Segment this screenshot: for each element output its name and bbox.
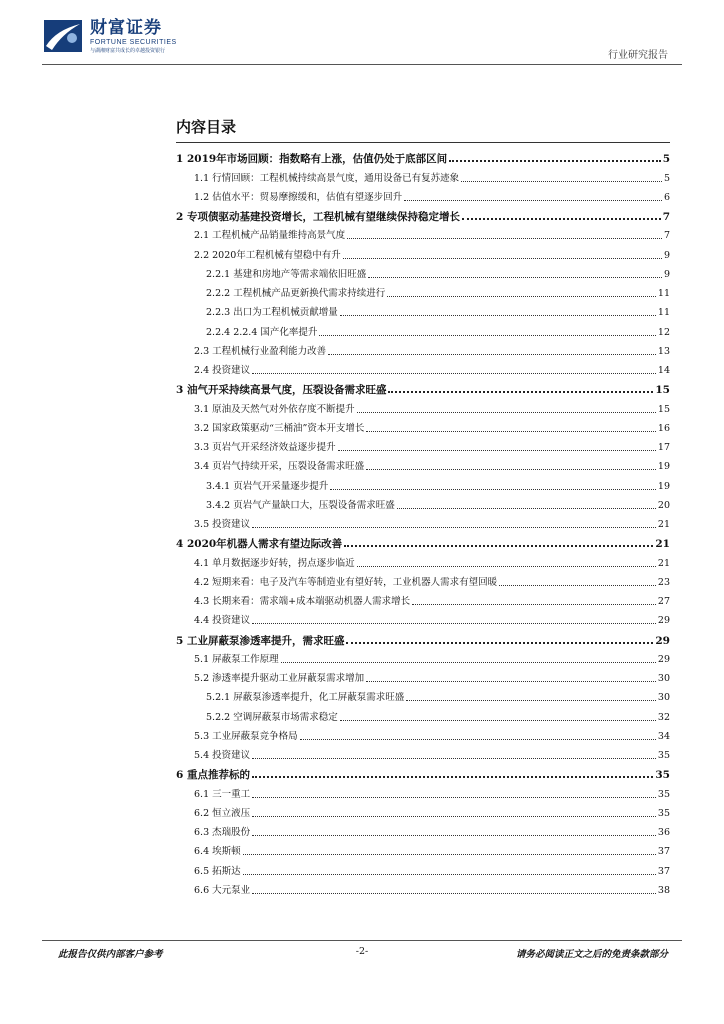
toc-dot-leader (366, 430, 656, 432)
toc-entry[interactable] (176, 858, 670, 877)
report-type: 行业研究报告 (608, 50, 668, 61)
toc-entry[interactable] (176, 608, 670, 627)
toc-entry-title: 1.1 行情回顾：工程机械持续高景气度，通用设备已有复苏迹象 (194, 172, 460, 184)
toc-entry-page: 35 (657, 750, 670, 761)
toc-entry[interactable] (176, 242, 670, 261)
toc-dot-leader (243, 873, 656, 875)
toc-title-divider (176, 142, 670, 143)
toc-entry-page: 14 (657, 365, 670, 376)
toc-entry[interactable] (176, 512, 670, 531)
toc-entry[interactable] (176, 435, 670, 454)
toc-entry[interactable] (176, 647, 670, 666)
toc-dot-leader (252, 834, 656, 836)
toc-dot-leader (328, 353, 656, 355)
toc-entry-title: 4.1 单月数据逐步好转，拐点逐步临近 (194, 557, 355, 569)
toc-entry[interactable] (176, 165, 670, 184)
toc-dot-leader (461, 180, 662, 182)
toc-entry-title: 6.5 拓斯达 (194, 865, 241, 877)
toc-entry-page: 30 (657, 673, 670, 684)
toc-entry[interactable] (176, 358, 670, 377)
toc-entry-title: 4.3 长期来看：需求端+成本端驱动机器人需求增长 (194, 596, 411, 607)
toc-dot-leader (346, 641, 653, 644)
toc-dot-leader (252, 796, 656, 798)
toc-dot-leader (252, 622, 656, 624)
toc-dot-leader (347, 237, 662, 239)
page-number: -2- (355, 946, 369, 957)
toc-entry[interactable] (176, 531, 670, 550)
toc-entry-page: 9 (663, 249, 670, 261)
toc-entry-title: 2 专项债驱动基建投资增长，工程机械有望继续保持稳定增长 (176, 211, 460, 223)
toc-entry-page: 19 (657, 480, 670, 492)
page-header (0, 0, 724, 70)
toc-entry-page: 38 (657, 884, 670, 896)
toc-entry[interactable] (176, 262, 670, 281)
toc-entry[interactable] (176, 666, 670, 685)
toc-entry-title: 4.4 投资建议 (194, 615, 251, 627)
toc-entry[interactable] (176, 627, 670, 646)
footer-disclaimer-right: 请务必阅读正文之后的免责条款部分 (515, 949, 668, 960)
toc-entry-title: 5.1 屏蔽泵工作原理 (194, 653, 279, 665)
toc-entry-page: 5 (662, 153, 670, 166)
toc-entry-title: 5.2 渗透率提升驱动工业屏蔽泵需求增加 (194, 673, 365, 684)
toc-entry-title: 3 油气开采持续高景气度，压裂设备需求旺盛 (176, 384, 387, 397)
toc-entry[interactable] (176, 801, 670, 820)
toc-entry-page: 21 (655, 538, 670, 551)
toc-entry[interactable] (176, 204, 670, 223)
toc-entry-page: 23 (657, 576, 670, 588)
toc-dot-leader (243, 853, 656, 855)
toc-entry-page: 37 (657, 846, 670, 858)
toc-entry-page: 19 (657, 461, 670, 473)
toc-dot-leader (387, 295, 656, 297)
toc-dot-leader (252, 372, 656, 374)
toc-dot-leader (499, 584, 656, 586)
toc-dot-leader (412, 603, 656, 605)
footer-disclaimer-left: 此报告仅供内部客户参考 (58, 949, 163, 960)
toc-entry[interactable] (176, 454, 670, 473)
toc-entry[interactable] (176, 839, 670, 858)
toc-entry-page: 37 (657, 865, 670, 877)
brand-tagline: 与湖湘财富共成长的卓越投资银行 (90, 48, 166, 54)
toc-dot-leader (340, 314, 656, 316)
brand-name-cn: 财富证券 (90, 18, 162, 38)
toc-title: 内容目录 (176, 118, 237, 136)
fortune-securities-logo-icon (42, 16, 84, 56)
toc-entry-title: 2.3 工程机械行业盈利能力改善 (194, 345, 327, 357)
toc-entry-title: 2.2.2 工程机械产品更新换代需求持续进行 (206, 288, 386, 299)
toc-entry[interactable] (176, 704, 670, 723)
brand-block (90, 18, 177, 55)
toc-entry[interactable] (176, 570, 670, 589)
toc-entry-title: 6.4 埃斯顿 (194, 846, 241, 858)
toc-entry-page: 9 (663, 268, 670, 280)
toc-dot-leader (343, 257, 662, 259)
toc-entry-page: 17 (657, 442, 670, 453)
toc-dot-leader (366, 468, 656, 470)
toc-entry-page: 21 (657, 519, 670, 530)
toc-dot-leader (397, 507, 656, 509)
toc-entry-title: 2.2 2020年工程机械有望稳中有升 (194, 249, 341, 261)
toc-entry-page: 29 (655, 634, 670, 647)
toc-entry-page: 16 (657, 422, 670, 434)
toc-entry-page: 21 (657, 557, 670, 569)
toc-dot-leader (340, 719, 656, 721)
toc-entry[interactable] (176, 820, 670, 839)
toc-entry[interactable] (176, 493, 670, 512)
toc-entry[interactable] (176, 223, 670, 242)
toc-entry-title: 3.4 页岩气持续开采，压裂设备需求旺盛 (194, 461, 365, 473)
toc-entry[interactable] (176, 377, 670, 396)
toc-entry-title: 3.3 页岩气开采经济效益逐步提升 (194, 442, 336, 453)
toc-entry-page: 36 (657, 827, 670, 838)
toc-entry-title: 2.2.3 出口为工程机械贡献增量 (206, 307, 338, 319)
toc-entry[interactable] (176, 185, 670, 204)
toc-entry[interactable] (176, 762, 670, 781)
toc-entry-title: 2.2.4 2.2.4 国产化率提升 (206, 326, 318, 338)
toc-entry-title: 6.2 恒立液压 (194, 807, 251, 819)
toc-entry[interactable] (176, 146, 670, 165)
toc-dot-leader (366, 680, 656, 682)
toc-dot-leader (252, 526, 656, 528)
toc-entry-title: 2.1 工程机械产品销量维持高景气度 (194, 230, 346, 242)
toc-entry-title: 5.2.1 屏蔽泵渗透率提升，化工屏蔽泵需求旺盛 (206, 692, 405, 704)
toc-entry-page: 6 (663, 191, 670, 203)
toc-entry[interactable] (176, 781, 670, 800)
toc-entry[interactable] (176, 339, 670, 358)
toc-entry[interactable] (176, 473, 670, 492)
toc-entry-title: 3.4.2 页岩气产量缺口大，压裂设备需求旺盛 (206, 499, 395, 511)
toc-dot-leader (252, 775, 653, 778)
toc-entry-title: 5 工业屏蔽泵渗透率提升，需求旺盛 (176, 634, 345, 647)
toc-entry-title: 3.5 投资建议 (194, 519, 251, 530)
toc-dot-leader (252, 757, 656, 759)
toc-entry[interactable] (176, 878, 670, 897)
toc-entry-title: 2.4 投资建议 (194, 365, 251, 376)
toc-dot-leader (252, 892, 656, 894)
toc-entry-page: 35 (657, 807, 670, 819)
toc-entry-title: 2.2.1 基建和房地产等需求端依旧旺盛 (206, 268, 367, 280)
toc-entry-title: 5.4 投资建议 (194, 750, 251, 761)
toc-entry-title: 4.2 短期来看：电子及汽车等制造业有望好转，工业机器人需求有望回暖 (194, 576, 498, 588)
toc-entry-page: 15 (657, 403, 670, 415)
toc-entry-title: 5.2.2 空调屏蔽泵市场需求稳定 (206, 711, 338, 723)
toc-entry-title: 6 重点推荐标的 (176, 769, 250, 782)
toc-entry[interactable] (176, 550, 670, 569)
toc-dot-leader (330, 488, 656, 490)
toc-entry-page: 27 (657, 596, 670, 607)
toc-entry[interactable] (176, 589, 670, 608)
header-divider (42, 64, 682, 65)
toc-entry-page: 13 (657, 345, 670, 357)
toc-entry-page: 7 (662, 211, 670, 223)
toc-dot-leader (404, 199, 662, 201)
toc-entry-page: 30 (657, 692, 670, 704)
toc-entry-title: 3.4.1 页岩气开采量逐步提升 (206, 480, 329, 492)
brand-name-en: FORTUNE SECURITIES (90, 39, 177, 46)
toc-entry-title: 1 2019年市场回顾：指数略有上涨，估值仍处于底部区间 (176, 153, 448, 166)
toc-entry-page: 35 (657, 788, 670, 800)
toc-entry[interactable] (176, 416, 670, 435)
toc-entry-page: 7 (663, 230, 670, 242)
table-of-contents (176, 146, 670, 897)
toc-entry-page: 29 (657, 653, 670, 665)
toc-dot-leader (252, 815, 656, 817)
toc-entry-page: 34 (657, 730, 670, 742)
toc-dot-leader (281, 661, 656, 663)
toc-entry[interactable] (176, 300, 670, 319)
toc-entry-title: 4 2020年机器人需求有望边际改善 (176, 538, 343, 551)
toc-entry-title: 6.3 杰瑞股份 (194, 827, 251, 838)
toc-dot-leader (319, 334, 656, 336)
toc-dot-leader (357, 411, 656, 413)
toc-entry-page: 5 (663, 172, 670, 184)
toc-entry[interactable] (176, 281, 670, 300)
toc-entry[interactable] (176, 724, 670, 743)
toc-entry-title: 6.1 三一重工 (194, 788, 251, 800)
toc-entry[interactable] (176, 319, 670, 338)
toc-dot-leader (406, 699, 656, 701)
toc-entry-page: 35 (655, 769, 670, 782)
footer-divider (42, 940, 682, 941)
toc-dot-leader (368, 276, 662, 278)
toc-entry-title: 6.6 大元泵业 (194, 884, 251, 896)
toc-entry-title: 3.1 原油及天然气对外依存度不断提升 (194, 403, 355, 415)
toc-entry-page: 12 (657, 326, 670, 338)
toc-dot-leader (449, 159, 661, 162)
toc-entry-page: 11 (657, 288, 670, 299)
toc-dot-leader (388, 390, 653, 393)
toc-entry-title: 5.3 工业屏蔽泵竞争格局 (194, 730, 298, 742)
toc-entry-page: 11 (657, 307, 670, 319)
toc-dot-leader (357, 565, 656, 567)
toc-entry-page: 15 (655, 384, 670, 397)
toc-entry[interactable] (176, 685, 670, 704)
toc-dot-leader (462, 217, 661, 220)
toc-dot-leader (300, 738, 656, 740)
toc-entry-page: 20 (657, 499, 670, 511)
toc-entry-page: 29 (657, 615, 670, 627)
toc-entry-title: 1.2 估值水平：贸易摩擦缓和，估值有望逐步回升 (194, 191, 403, 203)
toc-dot-leader (338, 449, 656, 451)
toc-dot-leader (344, 544, 653, 547)
toc-entry-title: 3.2 国家政策驱动“三桶油”资本开支增长 (194, 422, 365, 434)
toc-entry[interactable] (176, 743, 670, 762)
toc-entry-page: 32 (657, 711, 670, 723)
toc-entry[interactable] (176, 396, 670, 415)
